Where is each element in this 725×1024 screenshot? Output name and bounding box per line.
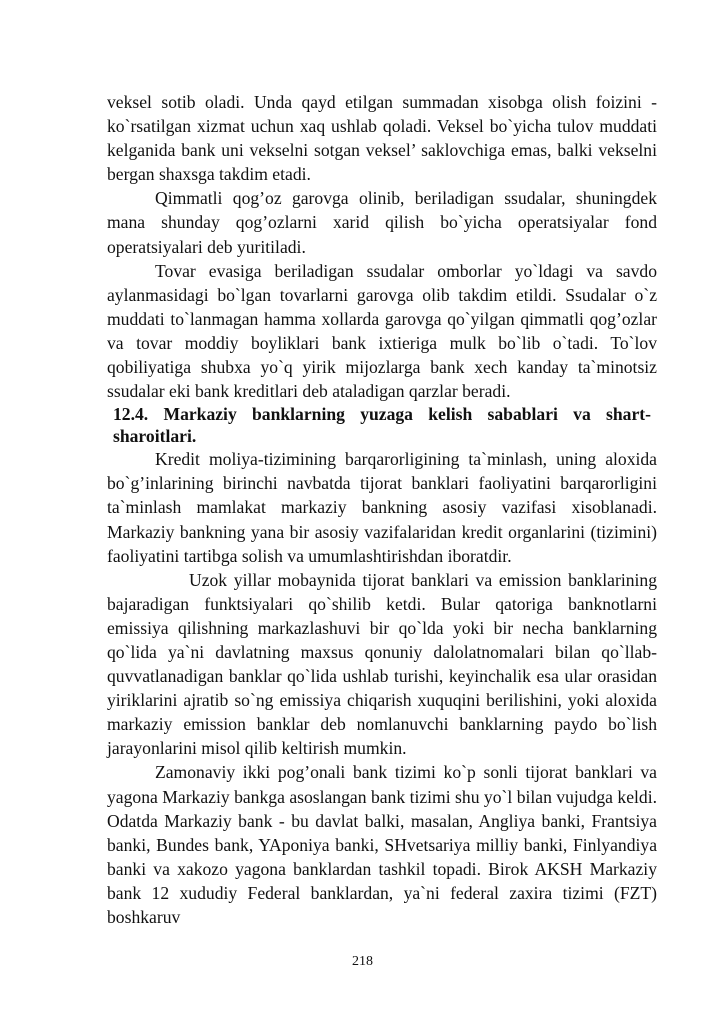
section-heading: 12.4. Markaziy banklarning yuzaga kelish sabablari va shart-sharoitlari. xyxy=(113,404,651,447)
paragraph-kredit-moliya: Kredit moliya-tizimining barqarorligining ta`minlash, uning aloxida bo`g’inlarining birinchi navbatda tijorat banklari faoliyatini barqarorligini ta`minlash mamlakat markaziy bankning asosiy vazifasi xisoblanadi. Markaziy bankning yana bir asosiy vazifalaridan kredit organlarini (tizimini) faoliyatini tartibga solish va umumlashtirishdan iboratdir. xyxy=(107,449,657,566)
document-page xyxy=(107,90,657,929)
paragraph-qimmatli-qogoz: Qimmatli qog’oz garovga olinib, beriladigan ssudalar, shuningdek mana shunday qog’ozlarni xarid qilish bo`yicha operatsiyalar fond operatsiyalari deb yuritiladi. xyxy=(107,188,657,257)
page-number: 218 xyxy=(352,954,373,969)
paragraph-veksel: veksel sotib oladi. Unda qayd etilgan summadan xisobga olish foizini - ko`rsatilgan xizmat uchun xaq ushlab qoladi. Veksel bo`yicha tulov muddati kelganida bank uni vekselni sotgan veksel’ saklovchiga emas, balki vekselni bergan shaxsga takdim etadi. xyxy=(107,92,657,185)
paragraph-zamonaviy: Zamonaviy ikki pog’onali bank tizimi ko`p sonli tijorat banklari va yagona Markaziy bankga asoslangan bank tizimi shu yo`l bilan vujudga keldi. Odatda Markaziy bank - bu davlat balki, masalan, Angliya banki, Frantsiya banki, Bundes bank, YAponiya banki, SHvetsariya milliy banki, Finlyandiya banki va xakozo yagona banklardan tashkil topadi. Birok AKSH Markaziy bank 12 xududiy Federal banklardan, ya`ni federal zaxira tizimi (FZT) boshkaruv xyxy=(107,762,657,927)
paragraph-tovar-evasiga: Tovar evasiga beriladigan ssudalar omborlar yo`ldagi va savdo aylanmasidagi bo`lgan tovarlarni garovga olib takdim etildi. Ssudalar o`z muddati to`lanmagan hamma xollarda garovga qo`yilgan qimmatli qog’ozlar va tovar moddiy boyliklari bank ixtieriga mulk bo`lib o`tadi. To`lov qobiliyatiga shubxa yo`q yirik mijozlarga bank xech kanday ta`minotsiz ssudalar eki bank kreditlari deb ataladigan qarzlar beradi. xyxy=(107,260,657,402)
paragraph-uzok-yillar: Uzok yillar mobaynida tijorat banklari va emission banklarining bajaradigan funktsiyalari qo`shilib ketdi. Bular qatoriga banknotlarni emissiya qilishning markazlashuvi bir qo`lda yoki bir necha banklarning qo`lida ya`ni davlatning maxsus qonuniy dalolatnomalari bilan qo`llab-quvvatlanadigan banklar qo`lida ushlab turishi, keyinchalik esa ular orasidan yiriklarini ajratib so`ng emissiya chiqarish xuquqini berilishini, yoki aloxida markaziy emission banklar deb nomlanuvchi banklarning paydo bo`lish jarayonlarini misol qilib keltirish mumkin. xyxy=(107,569,657,759)
